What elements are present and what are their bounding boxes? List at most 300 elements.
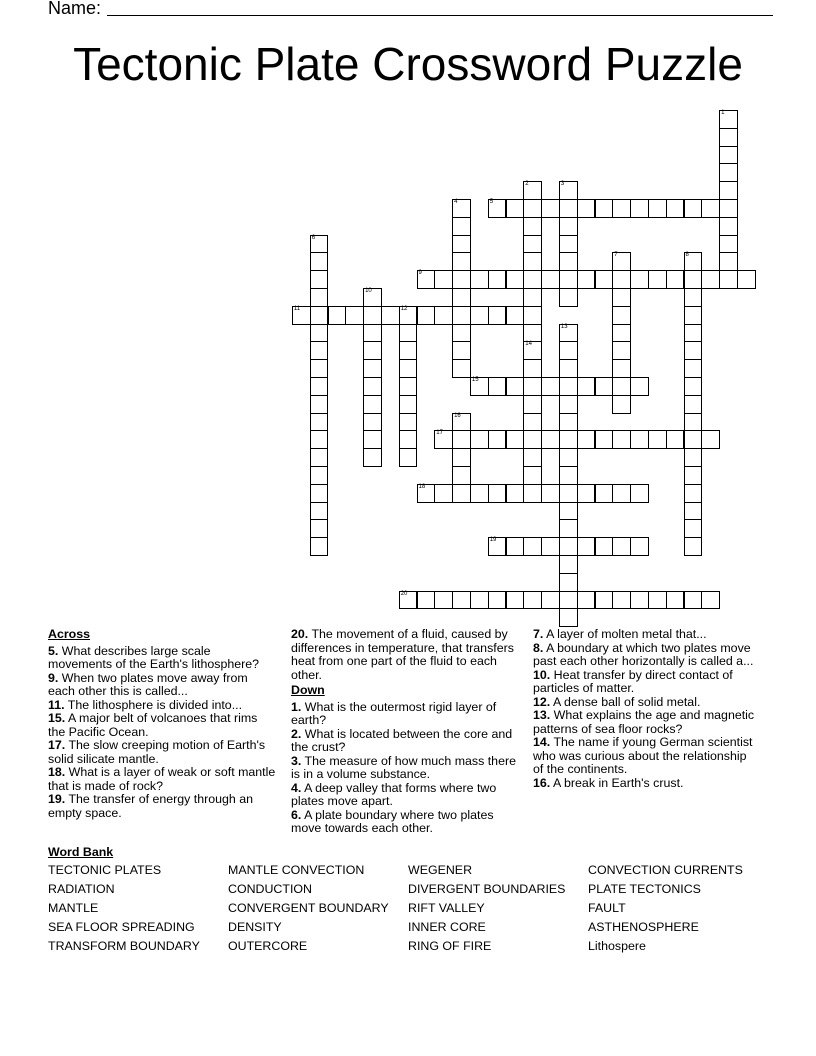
crossword-cell[interactable] (541, 591, 560, 610)
clue (48, 712, 278, 739)
crossword-cell[interactable] (701, 430, 720, 449)
crossword-cell[interactable] (666, 591, 685, 610)
clue-number: 17. (48, 738, 66, 752)
crossword-cell[interactable] (399, 430, 418, 449)
crossword-cell[interactable] (595, 484, 614, 503)
crossword-cell[interactable] (612, 199, 631, 218)
clue-number: 8. (533, 640, 544, 655)
crossword-cell[interactable] (559, 555, 578, 574)
crossword-cell[interactable] (612, 324, 631, 343)
word-bank-item: OUTERCORE (228, 938, 308, 953)
crossword-cell[interactable] (541, 537, 560, 556)
crossword-cell[interactable] (559, 324, 578, 343)
crossword-cell[interactable] (310, 359, 329, 378)
crossword-cell[interactable] (310, 270, 329, 289)
crossword-cell[interactable] (363, 324, 382, 343)
clue-number: 4. (291, 780, 302, 795)
crossword-cell[interactable] (666, 270, 685, 289)
crossword-cell[interactable] (310, 484, 329, 503)
crossword-cell[interactable] (310, 324, 329, 343)
crossword-cell[interactable] (684, 341, 703, 360)
crossword-cell[interactable] (345, 306, 364, 325)
crossword-cell[interactable] (452, 199, 471, 218)
crossword-cell[interactable] (612, 430, 631, 449)
crossword-cell[interactable] (577, 430, 596, 449)
crossword-cell[interactable] (488, 270, 507, 289)
crossword-cell[interactable] (595, 537, 614, 556)
crossword-cell[interactable] (684, 502, 703, 521)
clue-number: 18 (418, 483, 426, 490)
crossword-cell[interactable] (719, 235, 738, 254)
clue-number: 13 (560, 323, 568, 330)
crossword-cell[interactable] (452, 270, 471, 289)
word-bank-item: CONVERGENT BOUNDARY (228, 900, 389, 915)
crossword-cell[interactable] (559, 181, 578, 200)
crossword-cell[interactable] (595, 591, 614, 610)
crossword-cell[interactable] (523, 270, 542, 289)
crossword-cell[interactable] (434, 484, 453, 503)
crossword-cell[interactable] (310, 341, 329, 360)
crossword-cell[interactable] (612, 537, 631, 556)
clue-number: 15 (471, 377, 479, 383)
crossword-cell[interactable] (684, 466, 703, 485)
crossword-cell[interactable] (470, 306, 489, 325)
crossword-cell[interactable] (506, 591, 525, 610)
clue-number: 12. (533, 694, 551, 709)
crossword-cell[interactable] (559, 377, 578, 396)
clue-number: 4 (454, 199, 458, 205)
crossword-cell[interactable] (684, 359, 703, 378)
crossword-cell[interactable] (648, 430, 667, 449)
crossword-cell[interactable] (488, 537, 507, 556)
crossword-cell[interactable] (506, 537, 525, 556)
crossword-cell[interactable] (452, 306, 471, 325)
crossword-cell[interactable] (328, 306, 347, 325)
clue-number: 6 (311, 234, 316, 241)
crossword-cell[interactable] (630, 199, 649, 218)
crossword-cell[interactable] (559, 359, 578, 378)
crossword-cell[interactable] (523, 324, 542, 343)
crossword-cell[interactable] (452, 430, 471, 449)
crossword-cell[interactable] (310, 252, 329, 271)
crossword-cell[interactable] (488, 199, 507, 218)
crossword-cell[interactable] (595, 377, 614, 396)
clue-number: 3. (291, 753, 302, 768)
crossword-cell[interactable] (719, 146, 738, 165)
crossword-cell[interactable] (523, 288, 542, 307)
clue (291, 755, 521, 782)
clue-number: 5 (489, 199, 494, 205)
clue (291, 809, 521, 836)
clue-text: The movement of a fluid, caused by differences in temperature, that transfers heat from one part of the fluid to each other. (291, 627, 514, 682)
crossword-cell[interactable] (310, 537, 329, 556)
crossword-cell[interactable] (684, 377, 703, 396)
crossword-cell[interactable] (310, 448, 329, 467)
word-bank-item: FAULT (588, 900, 626, 915)
crossword-cell[interactable] (310, 519, 329, 538)
crossword-cell[interactable] (523, 466, 542, 485)
crossword-cell[interactable] (523, 537, 542, 556)
crossword-cell[interactable] (559, 591, 578, 610)
clue-number: 3 (560, 181, 565, 188)
clue-text: A plate boundary where two plates move towards each other. (291, 807, 494, 835)
crossword-cell[interactable] (612, 252, 631, 271)
crossword-cell[interactable] (310, 235, 329, 254)
crossword-cell[interactable] (630, 270, 649, 289)
crossword-cell[interactable] (559, 519, 578, 538)
name-label: Name: (48, 0, 102, 18)
clue-number: 17 (436, 430, 443, 437)
word-bank-item: DIVERGENT BOUNDARIES (408, 881, 566, 896)
crossword-cell[interactable] (452, 324, 471, 343)
clue-text: What is a layer of weak or soft mantle that is made of rock? (48, 765, 276, 793)
crossword-cell[interactable] (559, 341, 578, 360)
crossword-cell[interactable] (684, 324, 703, 343)
crossword-cell[interactable] (684, 448, 703, 467)
crossword-cell[interactable] (630, 377, 649, 396)
down-header: Down (291, 683, 325, 697)
crossword-cell[interactable] (559, 466, 578, 485)
crossword-cell[interactable] (612, 484, 631, 503)
crossword-cell[interactable] (719, 163, 738, 182)
crossword-cell[interactable] (559, 252, 578, 271)
crossword-cell[interactable] (452, 217, 471, 236)
crossword-cell[interactable] (612, 288, 631, 307)
clue (533, 628, 758, 642)
clue-text: The measure of how much mass there is in a volume substance. (291, 753, 516, 781)
crossword-cell[interactable] (684, 537, 703, 556)
crossword-cell[interactable] (541, 199, 560, 218)
word-bank-item: SEA FLOOR SPREADING (48, 919, 195, 934)
crossword-cell[interactable] (434, 270, 453, 289)
crossword-cell[interactable] (470, 430, 489, 449)
crossword-cell[interactable] (488, 430, 507, 449)
clue-number: 16 (454, 412, 461, 419)
crossword-cell[interactable] (470, 591, 489, 610)
clue-text: The lithosphere is divided into... (64, 697, 243, 712)
crossword-cell[interactable] (719, 270, 738, 289)
crossword-cell[interactable] (417, 270, 436, 289)
crossword-cell[interactable] (470, 377, 489, 396)
crossword-cell[interactable] (523, 341, 542, 360)
crossword-cell[interactable] (399, 395, 418, 414)
crossword-cell[interactable] (363, 430, 382, 449)
crossword-cell[interactable] (310, 466, 329, 485)
clue-text: The transfer of energy through an empty space. (48, 792, 254, 820)
clue (533, 709, 758, 736)
clue-text: The slow creeping motion of Earth's solid silicate mantle. (48, 738, 266, 766)
crossword-cell[interactable] (719, 199, 738, 218)
crossword-cell[interactable] (684, 413, 703, 432)
clue-number: 2. (291, 726, 302, 741)
crossword-cell[interactable] (523, 377, 542, 396)
clue-text: The name if young German scientist who was curious about the relationship of the continents. (533, 735, 753, 776)
crossword-cell[interactable] (559, 199, 578, 218)
clue-text: A layer of molten metal that... (543, 627, 707, 641)
crossword-cell[interactable] (310, 377, 329, 396)
crossword-cell[interactable] (612, 270, 631, 289)
crossword-cell[interactable] (506, 306, 525, 325)
crossword-cell[interactable] (559, 537, 578, 556)
clue-number: 1 (721, 110, 725, 116)
crossword-cell[interactable] (595, 199, 614, 218)
crossword-cell[interactable] (559, 608, 578, 627)
crossword-cell[interactable] (452, 466, 471, 485)
crossword-cell[interactable] (612, 359, 631, 378)
crossword-cell[interactable] (470, 484, 489, 503)
crossword-cell[interactable] (452, 413, 471, 432)
clue-text: What is located between the core and the crust? (291, 726, 513, 754)
clue-number: 20. (291, 627, 309, 641)
crossword-cell[interactable] (684, 519, 703, 538)
crossword-cell[interactable] (452, 591, 471, 610)
crossword-cell[interactable] (310, 502, 329, 521)
crossword-cell[interactable] (452, 252, 471, 271)
crossword-cell[interactable] (417, 306, 436, 325)
clue-number: 13. (533, 708, 551, 722)
word-bank-item: PLATE TECTONICS (588, 881, 701, 896)
crossword-cell[interactable] (399, 306, 418, 325)
crossword-cell[interactable] (399, 413, 418, 432)
clue (533, 736, 758, 777)
clue-number: 14 (525, 341, 532, 348)
clue (291, 701, 521, 728)
crossword-cell[interactable] (684, 199, 703, 218)
crossword-cell[interactable] (648, 591, 667, 610)
crossword-cell[interactable] (452, 341, 471, 360)
crossword-cell[interactable] (541, 484, 560, 503)
crossword-cell[interactable] (310, 413, 329, 432)
crossword-cell[interactable] (648, 199, 667, 218)
clue-number: 14. (533, 735, 551, 749)
crossword-cell[interactable] (523, 235, 542, 254)
crossword-cell[interactable] (523, 252, 542, 271)
crossword-cell[interactable] (719, 181, 738, 200)
crossword-cell[interactable] (541, 430, 560, 449)
crossword-cell[interactable] (417, 591, 436, 610)
word-bank-item: TECTONIC PLATES (48, 863, 162, 877)
crossword-cell[interactable] (559, 502, 578, 521)
crossword-cell[interactable] (523, 484, 542, 503)
crossword-cell[interactable] (506, 430, 525, 449)
clue-number: 7 (614, 252, 618, 259)
crossword-cell[interactable] (612, 591, 631, 610)
crossword-cell[interactable] (523, 359, 542, 378)
crossword-cell[interactable] (363, 288, 382, 307)
crossword-cell[interactable] (630, 484, 649, 503)
word-bank (48, 863, 768, 963)
clue-text: What describes large scale movements of the Earth's lithosphere? (48, 643, 260, 671)
crossword-cell[interactable] (363, 359, 382, 378)
crossword-cell[interactable] (399, 591, 418, 610)
crossword-cell[interactable] (630, 537, 649, 556)
crossword-cell[interactable] (577, 270, 596, 289)
crossword-cell[interactable] (292, 306, 311, 325)
crossword-cell[interactable] (523, 430, 542, 449)
crossword-cell[interactable] (363, 341, 382, 360)
crossword-cell[interactable] (399, 359, 418, 378)
crossword-cell[interactable] (310, 430, 329, 449)
crossword-cell[interactable] (452, 448, 471, 467)
crossword-cell[interactable] (666, 199, 685, 218)
crossword-cell[interactable] (612, 306, 631, 325)
crossword-cell[interactable] (399, 341, 418, 360)
crossword-cell[interactable] (506, 377, 525, 396)
crossword-cell[interactable] (488, 306, 507, 325)
crossword-cell[interactable] (506, 199, 525, 218)
clue-text: A dense ball of solid metal. (550, 694, 701, 709)
crossword-cell[interactable] (310, 288, 329, 307)
crossword-cell[interactable] (630, 430, 649, 449)
clue-number: 6. (291, 807, 302, 822)
clue-text: A boundary at which two plates move past each other horizontally is called a... (533, 640, 754, 668)
clues-column-2 (291, 628, 521, 836)
crossword-cell[interactable] (648, 270, 667, 289)
clue-text: A deep valley that forms where two plates move apart. (291, 780, 497, 808)
crossword-cell[interactable] (612, 377, 631, 396)
crossword-cell[interactable] (701, 199, 720, 218)
crossword-cell[interactable] (363, 413, 382, 432)
crossword-cell[interactable] (719, 110, 738, 129)
crossword-cell[interactable] (577, 591, 596, 610)
crossword-cell[interactable] (630, 591, 649, 610)
clue-number: 18. (48, 765, 66, 779)
crossword-cell[interactable] (666, 430, 685, 449)
word-bank-item: CONVECTION CURRENTS (588, 863, 743, 877)
clue-number: 11. (48, 697, 65, 712)
crossword-cell[interactable] (595, 430, 614, 449)
crossword-cell[interactable] (434, 591, 453, 610)
crossword-cell[interactable] (523, 199, 542, 218)
clue (48, 766, 278, 793)
crossword-cell[interactable] (452, 235, 471, 254)
crossword-cell[interactable] (470, 270, 489, 289)
crossword-cell[interactable] (701, 591, 720, 610)
crossword-cell[interactable] (684, 270, 703, 289)
crossword-cell[interactable] (577, 199, 596, 218)
crossword-cell[interactable] (363, 448, 382, 467)
clue-number: 7. (533, 627, 544, 641)
crossword-cell[interactable] (506, 270, 525, 289)
crossword-cell[interactable] (488, 484, 507, 503)
crossword-cell[interactable] (577, 537, 596, 556)
crossword-cell[interactable] (559, 288, 578, 307)
crossword-cell[interactable] (612, 341, 631, 360)
crossword-cell[interactable] (310, 306, 329, 325)
clue-text: Heat transfer by direct contact of particles of matter. (533, 667, 733, 695)
crossword-cell[interactable] (506, 484, 525, 503)
clue-number: 9. (48, 670, 59, 685)
crossword-cell[interactable] (684, 288, 703, 307)
word-bank-item: TRANSFORM BOUNDARY (48, 938, 200, 953)
crossword-cell[interactable] (523, 448, 542, 467)
clue-number: 5. (48, 643, 59, 658)
crossword-cell[interactable] (684, 252, 703, 271)
crossword-cell[interactable] (399, 377, 418, 396)
crossword-cell[interactable] (559, 235, 578, 254)
page-title: Tectonic Plate Crossword Puzzle (73, 38, 743, 90)
crossword-cell[interactable] (559, 448, 578, 467)
crossword-cell[interactable] (523, 413, 542, 432)
crossword-cell[interactable] (559, 430, 578, 449)
clue (291, 628, 521, 682)
crossword-cell[interactable] (523, 591, 542, 610)
crossword-cell[interactable] (417, 484, 436, 503)
crossword-cell[interactable] (363, 306, 382, 325)
crossword-cell[interactable] (559, 395, 578, 414)
crossword-cell[interactable] (684, 306, 703, 325)
crossword-cell[interactable] (559, 270, 578, 289)
crossword-cell[interactable] (559, 217, 578, 236)
crossword-cell[interactable] (434, 306, 453, 325)
clue-number: 2 (525, 181, 529, 188)
crossword-cell[interactable] (595, 270, 614, 289)
crossword-cell[interactable] (719, 252, 738, 271)
crossword-cell[interactable] (684, 395, 703, 414)
crossword-cell[interactable] (577, 484, 596, 503)
crossword-cell[interactable] (737, 270, 756, 289)
word-bank-item: CONDUCTION (228, 881, 312, 896)
crossword-cell[interactable] (523, 306, 542, 325)
crossword-cell[interactable] (541, 270, 560, 289)
crossword-cell[interactable] (452, 359, 471, 378)
crossword-cell[interactable] (541, 377, 560, 396)
crossword-cell[interactable] (719, 128, 738, 147)
clue-number: 20 (400, 590, 408, 597)
crossword-cell[interactable] (684, 430, 703, 449)
clue-number: 8 (685, 252, 689, 259)
crossword-cell[interactable] (488, 377, 507, 396)
crossword-cell[interactable] (523, 181, 542, 200)
clue-number: 10. (533, 667, 551, 682)
word-bank-item: MANTLE (48, 900, 99, 915)
crossword-cell[interactable] (684, 591, 703, 610)
crossword-cell[interactable] (381, 306, 400, 325)
crossword-cell[interactable] (452, 484, 471, 503)
clue-number: 1. (291, 699, 302, 714)
word-bank-title: Word Bank (48, 845, 114, 859)
crossword-cell[interactable] (577, 377, 596, 396)
clue (48, 645, 278, 672)
crossword-cell[interactable] (559, 413, 578, 432)
crossword-cell[interactable] (612, 395, 631, 414)
crossword-cell[interactable] (488, 591, 507, 610)
clue (533, 669, 758, 696)
crossword-cell[interactable] (399, 324, 418, 343)
word-bank-item: Lithospere (588, 938, 646, 953)
crossword-cell[interactable] (363, 395, 382, 414)
word-bank-item: RING OF FIRE (408, 938, 492, 953)
crossword-cell[interactable] (523, 217, 542, 236)
crossword-cell[interactable] (363, 377, 382, 396)
crossword-cell[interactable] (719, 217, 738, 236)
crossword-cell[interactable] (559, 484, 578, 503)
clue-number: 15. (48, 711, 66, 725)
clue (48, 699, 278, 713)
word-bank-item: RIFT VALLEY (408, 900, 485, 915)
crossword-cell[interactable] (310, 395, 329, 414)
crossword-cell[interactable] (701, 270, 720, 289)
crossword-cell[interactable] (684, 484, 703, 503)
clue-text: A major belt of volcanoes that rims the Pacific Ocean. (48, 711, 258, 739)
crossword-cell[interactable] (523, 395, 542, 414)
crossword-cell[interactable] (452, 288, 471, 307)
crossword-cell[interactable] (399, 448, 418, 467)
crossword-cell[interactable] (559, 573, 578, 592)
clue (533, 696, 758, 710)
word-bank-item: ASTHENOSPHERE (588, 919, 699, 934)
crossword-cell[interactable] (434, 430, 453, 449)
